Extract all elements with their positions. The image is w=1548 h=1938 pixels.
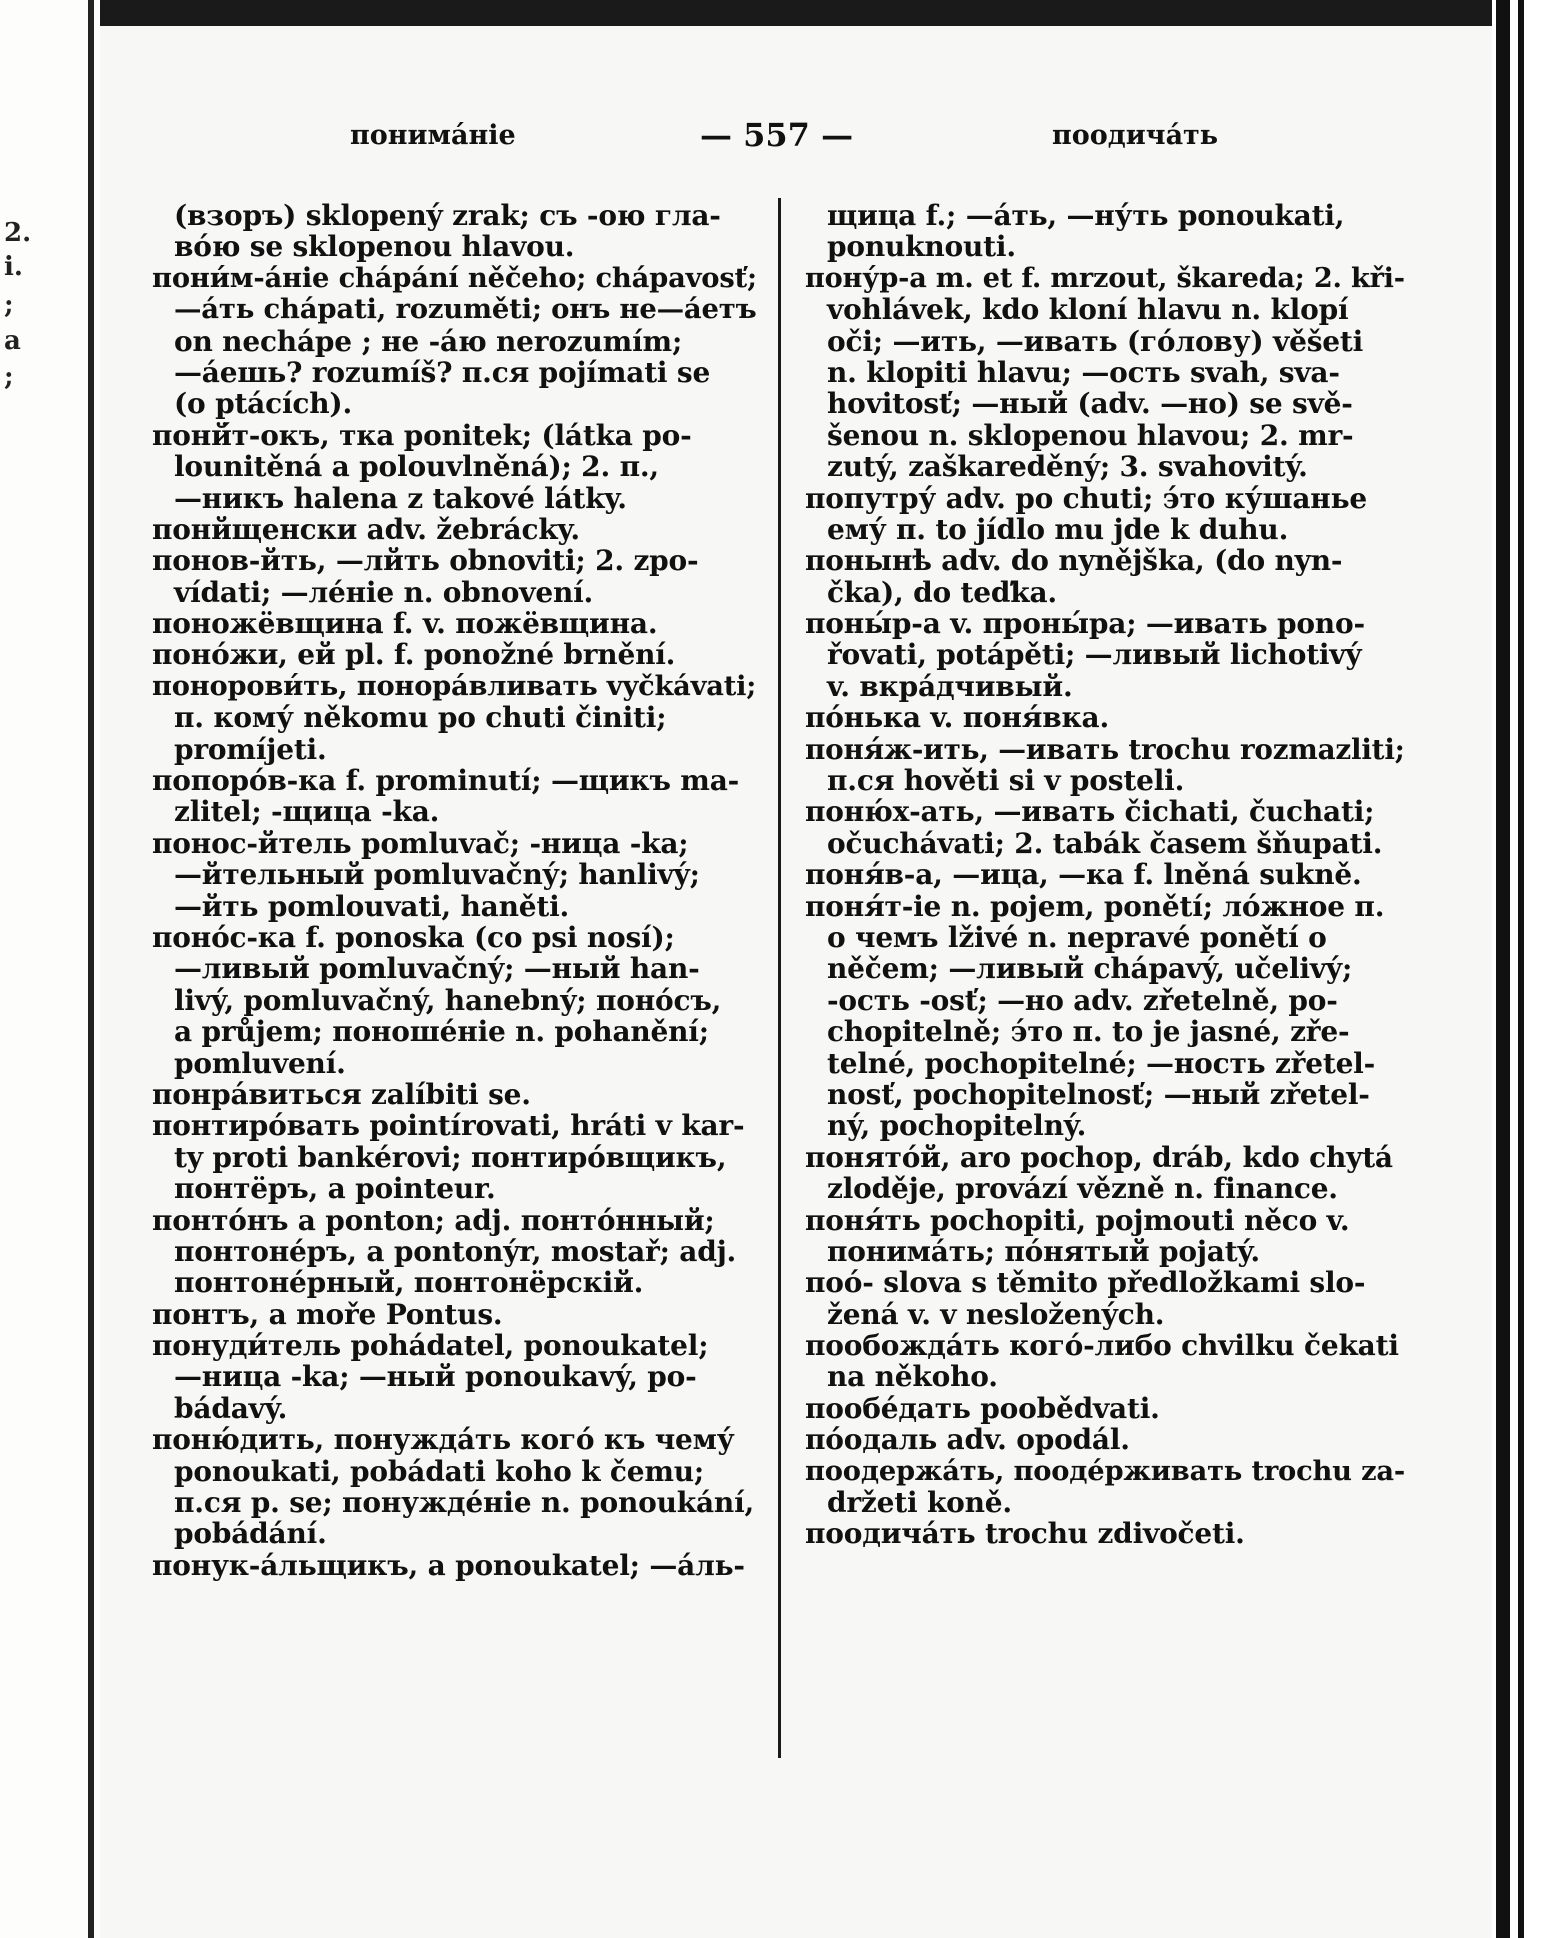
dictionary-line: (взоръ) sklopený zrak; съ -ою гла- (174, 199, 721, 232)
dictionary-line: понорови́ть, понора́вливать vyčkávati; (152, 669, 757, 702)
dictionary-line: ty proti bankérovi; понтиро́вщикъ, (174, 1140, 727, 1174)
dictionary-line: chopitelně; э́то п. to je jasné, zře- (827, 1015, 1350, 1049)
dictionary-line: п.ся hověti si v posteli. (827, 764, 1185, 798)
dictionary-line: щица f.; —áть, —ну́ть ponoukati, (827, 199, 1345, 232)
dictionary-line: —áешь? rozumíš? п.ся pojímati se (174, 355, 711, 389)
dictionary-line: попорóв-ка f. prominutí; —щикъ ma- (152, 764, 740, 798)
dictionary-line: понуди́тель pohádatel, ponoukatel; (152, 1329, 709, 1363)
edge-fragment: i. (4, 252, 23, 282)
dictionary-line: поодичáть trochu zdivočeti. (805, 1517, 1245, 1551)
dictionary-line: on nechápe ; не -áю nerozumím; (174, 324, 683, 358)
dictionary-line: пообождáть когó-либо chvilku čekati (805, 1329, 1399, 1363)
dictionary-line: понос-йтель pomluvač; -ница -ka; (152, 826, 689, 860)
dictionary-line: поню́дить, понуждáть когó къ чему́ (152, 1423, 735, 1457)
dictionary-line: lounitěná a polouvlněná); 2. п., (174, 450, 659, 484)
running-header (300, 116, 1300, 160)
left-column (152, 200, 757, 1581)
dictionary-line: понук-áльщикъ, a ponoukatel; —áль- (152, 1548, 745, 1582)
binding-fold (88, 0, 94, 1938)
edge-fragment: 2. (4, 218, 32, 248)
dictionary-line: пони́м-áніе chápání něčeho; chápavosť; (152, 261, 757, 294)
dictionary-line: (o ptácích). (174, 387, 353, 421)
dictionary-line: ponoukati, pobádati koho k čemu; (174, 1454, 705, 1488)
dictionary-line: —йть pomlouvati, haněti. (174, 889, 570, 923)
header-last-word: поодичáть (1052, 120, 1219, 151)
dictionary-line: promíjeti. (174, 732, 327, 766)
dictionary-line: по́одаль adv. opodál. (805, 1423, 1130, 1457)
dictionary-line: n. klopiti hlavu; —ость svah, sva- (827, 355, 1340, 389)
dictionary-line: vídati; —лéніе n. obnovení. (174, 575, 594, 609)
dictionary-line: поо́- slova s těmito předložkami slo- (805, 1266, 1366, 1300)
dictionary-line: bádavý. (174, 1391, 288, 1425)
dictionary-line: о чемъ lživé n. nepravé ponětí o (827, 920, 1327, 954)
dictionary-line: oči; —ить, —ивать (гóлову) věšeti (827, 324, 1364, 358)
dictionary-line: по́нька v. поня́вка. (805, 701, 1110, 735)
column-divider (778, 198, 781, 1758)
dictionary-line: —ливый pomluvačný; —ный han- (174, 952, 700, 986)
dictionary-line: понóс-ка f. ponoska (co psi nosí); (152, 920, 675, 954)
dictionary-line: поножёвщина f. v. пожёвщина. (152, 607, 658, 641)
right-border-thick (1496, 0, 1510, 1938)
right-page-edge (1492, 0, 1548, 1938)
dictionary-line: telné, pochopitelné; —ность zřetel- (827, 1046, 1376, 1080)
dictionary-line: понóжи, ей pl. f. ponožné brnění. (152, 638, 676, 672)
dictionary-line: понтонéръ, a pontonýr, mostař; adj. (174, 1234, 737, 1268)
dictionary-line: nosť, pochopitelnosť; —ный zřetel- (827, 1077, 1370, 1111)
dictionary-line: понятóй, aro pochop, dráb, kdo chytá (805, 1140, 1393, 1174)
dictionary-line: —никъ halena z takové látky. (174, 481, 627, 515)
dictionary-line: поня́ть pochopiti, pojmouti něco v. (805, 1203, 1350, 1237)
dictionary-line: поодержáть, поодéрживать trochu za- (805, 1454, 1406, 1487)
dictionary-line: zloděje, provází vězně n. financе. (827, 1172, 1338, 1206)
dictionary-line: понынѣ adv. do nynějška, (do nyn- (805, 544, 1343, 578)
dictionary-line: п. кому́ někomu po chuti činiti; (174, 701, 667, 735)
dictionary-line: поны́р-а v. проны́ра; —ивать pono- (805, 607, 1365, 641)
dictionary-line: поня́в-а, —ица, —ка f. lněná sukně. (805, 858, 1362, 892)
dictionary-line: a průjem; поношéніе n. pohanění; (174, 1015, 709, 1049)
dictionary-line: понйщенски adv. žebrácky. (152, 512, 580, 546)
header-first-word: понима́ніе (350, 120, 516, 151)
dictionary-line: понра́виться zalíbiti se. (152, 1077, 531, 1111)
dictionary-line: řovati, potápěti; —ливый lichotivý (827, 638, 1362, 672)
edge-fragment: ; (4, 362, 14, 392)
dictionary-line: понимáть; по́нятый pojatý. (827, 1234, 1260, 1268)
dictionary-line: v. вкрáдчивый. (827, 669, 1073, 703)
dictionary-line: п.ся p. se; понуждéніе n. ponoukání, (174, 1486, 755, 1520)
left-page-edge (0, 0, 100, 1938)
dictionary-line: понтиро́вать pointírovati, hráti v kar- (152, 1109, 745, 1143)
dictionary-line: понтъ, a moře Pontus. (152, 1297, 503, 1331)
dictionary-line: hovitosť; —ный (adv. —но) se svě- (827, 387, 1353, 421)
dictionary-line: пообе́дать poobědvati. (805, 1391, 1160, 1425)
page-number: — 557 — (700, 116, 854, 154)
dictionary-line: понтóнъ a ponton; adj. понтóнный; (152, 1203, 715, 1237)
dictionary-line: понтёръ, a pointeur. (174, 1172, 496, 1206)
dictionary-line: vohlávek, kdo kloní hlavu n. klopí (827, 293, 1349, 327)
dictionary-line: šenou n. sklopenou hlavou; 2. mr- (827, 418, 1354, 452)
dictionary-line: ponuknouti. (827, 230, 1016, 264)
dictionary-line: pobádání. (174, 1517, 327, 1551)
dictionary-line: -ость -osť; —но adv. zřetelně, po- (827, 983, 1338, 1017)
dictionary-line: pomluvení. (174, 1046, 346, 1080)
dictionary-line: пону́р-а m. et f. mrzout, škareda; 2. kři- (805, 262, 1405, 294)
edge-fragment: ; (4, 290, 14, 320)
dictionary-line: čka), do teďka. (827, 575, 1057, 609)
dictionary-line: žená v. v nesložených. (827, 1297, 1165, 1331)
dictionary-line: na někoho. (827, 1360, 998, 1394)
dictionary-line: ему́ п. to jídlo mu jde k duhu. (827, 512, 1289, 546)
dictionary-line: попутру́ adv. po chuti; э́то ку́шанье (805, 481, 1367, 515)
dictionary-line: držeti koně. (827, 1486, 1012, 1520)
dictionary-line: во́ю se sklopenou hlavou. (174, 230, 575, 264)
dictionary-line: поню́х-ать, —ивать čichati, čuchati; (805, 795, 1375, 829)
dictionary-line: očuchávati; 2. tabák časem šňupati. (827, 826, 1383, 860)
dictionary-line: něčem; —ливый chápavý, učelivý; (827, 952, 1353, 986)
dictionary-line: livý, pomluvačný, hanebný; понóсъ, (174, 983, 722, 1017)
dictionary-line: zutý, zaškareděný; 3. svahovitý. (827, 450, 1308, 484)
dictionary-line: ný, pochopitelný. (827, 1109, 1087, 1143)
dictionary-line: поня́ж-ить, —ивать trochu rozmazliti; (805, 732, 1405, 766)
dictionary-line: понтонéрный, понтонёрскій. (174, 1266, 644, 1300)
dictionary-line: —áть chápati, rozuměti; онъ не—áетъ (174, 293, 757, 326)
dictionary-line: —йтельный pomluvačný; hanlivý; (174, 858, 700, 892)
right-border-thin (1518, 0, 1524, 1938)
dictionary-line: —ница -ka; —ный ponoukavý, po- (174, 1360, 697, 1394)
dictionary-line: zlitel; -щица -ka. (174, 795, 440, 829)
dictionary-line: понй́т-окъ, тка ponitek; (látka po- (152, 418, 692, 452)
page-top-edge (100, 0, 1492, 26)
right-column (805, 200, 1405, 1550)
dictionary-line: поня́т-іе n. pojem, ponětí; ло́жное п. (805, 889, 1385, 923)
edge-fragment: a (4, 326, 21, 356)
dictionary-line: понов-йть, —лйть obnoviti; 2. zpo- (152, 544, 699, 578)
